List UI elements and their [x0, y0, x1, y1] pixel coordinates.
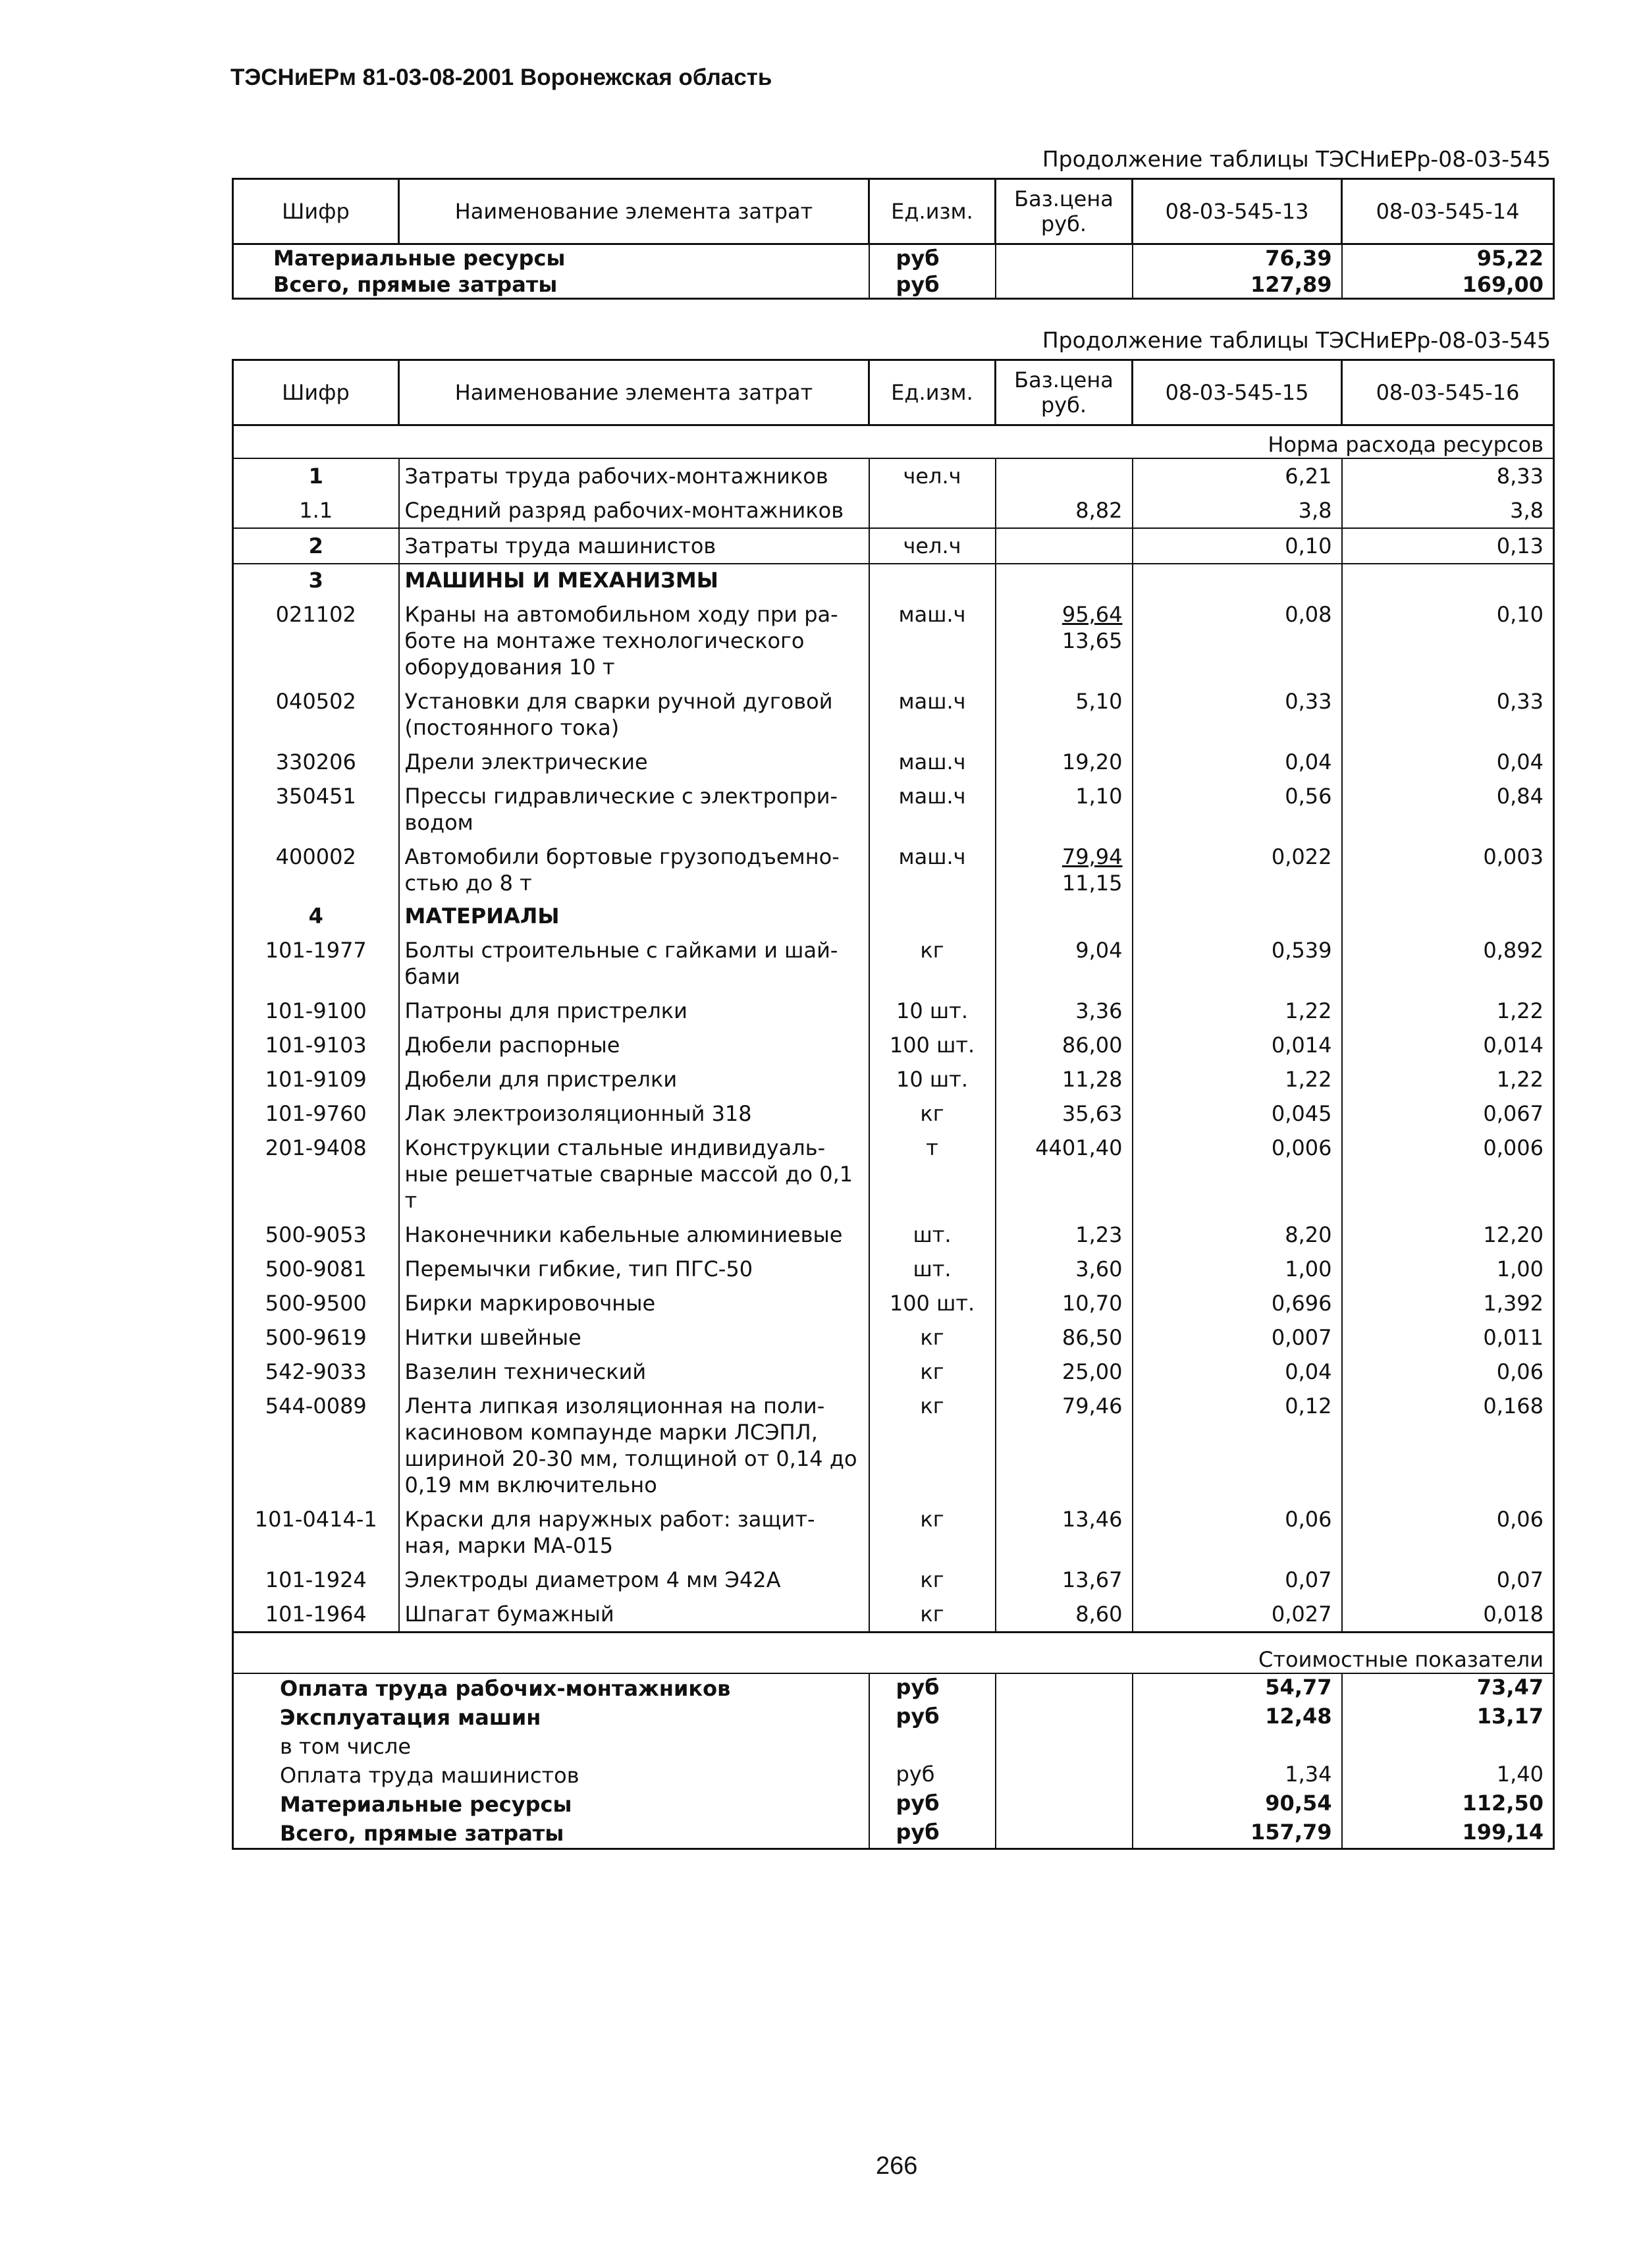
norm-value-16: 0,06 — [1342, 1502, 1554, 1563]
resource-unit: т — [869, 1131, 996, 1218]
cost-row — [233, 1819, 1554, 1849]
norm-value-15: 0,007 — [1133, 1320, 1342, 1355]
summary-row — [233, 244, 1554, 272]
cost-value-16: 112,50 — [1342, 1790, 1554, 1819]
resource-unit: чел.ч — [869, 458, 996, 493]
resource-name: Конструкции стальные индивидуаль-ные решетчатые сварные массой до 0,1 т — [399, 1131, 869, 1218]
resource-row — [233, 597, 1554, 684]
resource-row — [233, 1028, 1554, 1062]
cost-row-price — [996, 1790, 1133, 1819]
cost-row-name: в том числе — [233, 1732, 869, 1761]
resource-unit: 10 шт. — [869, 994, 996, 1028]
cost-row-unit: руб — [869, 1819, 996, 1849]
table1-caption: Продолжение таблицы ТЭСНиЕРр-08-03-545 — [1042, 146, 1551, 172]
norm-value-15: 1,00 — [1133, 1252, 1342, 1286]
cost-row-name: Всего, прямые затраты — [233, 1819, 869, 1849]
resource-base-price — [996, 933, 1133, 994]
header-unit: Ед.изм. — [869, 360, 996, 425]
cost-row-name: Эксплуатация машин — [233, 1703, 869, 1732]
cost-row-unit: руб — [869, 1790, 996, 1819]
resource-row — [233, 1389, 1554, 1502]
cost-row-price — [996, 1819, 1133, 1849]
resource-base-price — [996, 900, 1133, 933]
resource-row — [233, 1062, 1554, 1096]
resource-code: 201-9408 — [233, 1131, 399, 1218]
resource-name: Дюбели распорные — [399, 1028, 869, 1062]
resource-name: Патроны для пристрелки — [399, 994, 869, 1028]
cost-value-15 — [1133, 1732, 1342, 1761]
base-price-value: 4401,40 — [1035, 1135, 1123, 1160]
summary-row-name: Всего, прямые затраты — [233, 271, 869, 299]
resource-code: 2 — [233, 528, 399, 564]
resource-code: 101-9100 — [233, 994, 399, 1028]
resource-row — [233, 1131, 1554, 1218]
base-price-value: 19,20 — [1061, 749, 1123, 774]
base-price-value: 9,04 — [1075, 938, 1123, 963]
norm-value-16: 8,33 — [1342, 458, 1554, 493]
resource-name: Электроды диаметром 4 мм Э42А — [399, 1563, 869, 1597]
norm-value-16: 0,018 — [1342, 1597, 1554, 1633]
header-col-14: 08-03-545-14 — [1342, 179, 1554, 244]
resource-code: 544-0089 — [233, 1389, 399, 1502]
header-base-price: Баз.цена руб. — [996, 360, 1133, 425]
header-col-13: 08-03-545-13 — [1133, 179, 1342, 244]
base-price-value: 8,60 — [1075, 1602, 1123, 1627]
section-cost-label: Стоимостные показатели — [233, 1633, 1554, 1674]
norm-value-16 — [1342, 900, 1554, 933]
resource-unit: маш.ч — [869, 597, 996, 684]
base-price-value: 13,46 — [1061, 1507, 1123, 1532]
cost-row-price — [996, 1673, 1133, 1703]
resource-code: 500-9500 — [233, 1286, 399, 1320]
document-title: ТЭСНиЕРм 81-03-08-2001 Воронежская область — [230, 65, 772, 90]
resource-unit: маш.ч — [869, 779, 996, 840]
resource-unit: кг — [869, 1320, 996, 1355]
resource-name: Дрели электрические — [399, 745, 869, 779]
cost-row-price — [996, 1703, 1133, 1732]
resource-code: 3 — [233, 564, 399, 597]
resource-row — [233, 1320, 1554, 1355]
resource-base-price — [996, 1502, 1133, 1563]
resource-base-price — [996, 1218, 1133, 1252]
resource-base-price — [996, 597, 1133, 684]
resource-row — [233, 1355, 1554, 1389]
resource-code: 500-9619 — [233, 1320, 399, 1355]
resource-name: Нитки швейные — [399, 1320, 869, 1355]
resource-row — [233, 458, 1554, 493]
resource-base-price — [996, 684, 1133, 745]
norm-value-16: 0,84 — [1342, 779, 1554, 840]
norm-value-15: 0,045 — [1133, 1096, 1342, 1131]
resource-name: Перемычки гибкие, тип ПГС-50 — [399, 1252, 869, 1286]
header-name: Наименование элемента затрат — [399, 360, 869, 425]
norm-value-16: 0,014 — [1342, 1028, 1554, 1062]
resource-name: Прессы гидравлические с электропри-водом — [399, 779, 869, 840]
base-price-value: 5,10 — [1075, 689, 1123, 714]
cost-row-unit — [869, 1732, 996, 1761]
cost-row-unit: руб — [869, 1761, 996, 1790]
table2-header-row — [233, 360, 1554, 425]
summary-row-value-13: 127,89 — [1133, 271, 1342, 299]
section-norm-label: Норма расхода ресурсов — [233, 425, 1554, 459]
resource-unit: шт. — [869, 1218, 996, 1252]
resource-row — [233, 1502, 1554, 1563]
resource-name: Наконечники кабельные алюминиевые — [399, 1218, 869, 1252]
header-code: Шифр — [233, 360, 399, 425]
base-price-value: 79,94 — [1061, 844, 1123, 869]
norm-value-15: 0,56 — [1133, 779, 1342, 840]
base-price-value: 3,36 — [1075, 998, 1123, 1023]
base-price-value: 79,46 — [1061, 1393, 1123, 1418]
summary-row-value-14: 95,22 — [1342, 244, 1554, 272]
cost-row-unit: руб — [869, 1673, 996, 1703]
resource-unit — [869, 900, 996, 933]
section-row-cost — [233, 1633, 1554, 1674]
base-price-value: 10,70 — [1061, 1291, 1123, 1316]
cost-value-16: 1,40 — [1342, 1761, 1554, 1790]
base-price-value: 25,00 — [1061, 1359, 1123, 1384]
resource-base-price — [996, 1062, 1133, 1096]
resource-row — [233, 994, 1554, 1028]
norm-value-15: 0,12 — [1133, 1389, 1342, 1502]
resource-name: Средний разряд рабочих-монтажников — [399, 493, 869, 528]
resource-unit: маш.ч — [869, 840, 996, 900]
summary-row-price — [996, 271, 1133, 299]
resource-row — [233, 745, 1554, 779]
base-price-value-secondary: 11,15 — [1061, 871, 1123, 896]
resource-unit: кг — [869, 1389, 996, 1502]
cost-row — [233, 1673, 1554, 1703]
norm-value-15: 0,06 — [1133, 1502, 1342, 1563]
resource-name: Болты строительные с гайками и шай-бами — [399, 933, 869, 994]
norm-value-16: 0,003 — [1342, 840, 1554, 900]
resource-unit: маш.ч — [869, 684, 996, 745]
resource-base-price — [996, 745, 1133, 779]
base-price-value: 13,67 — [1061, 1567, 1123, 1592]
resource-unit: кг — [869, 1563, 996, 1597]
resource-row — [233, 684, 1554, 745]
base-price-value: 11,28 — [1061, 1067, 1123, 1092]
norm-value-15 — [1133, 564, 1342, 597]
resource-unit: чел.ч — [869, 528, 996, 564]
resource-code: 101-1977 — [233, 933, 399, 994]
base-price-value: 1,23 — [1075, 1222, 1123, 1247]
norm-value-15: 1,22 — [1133, 1062, 1342, 1096]
resource-base-price — [996, 1131, 1133, 1218]
norm-value-16: 0,04 — [1342, 745, 1554, 779]
resource-row — [233, 528, 1554, 564]
norm-value-16: 0,006 — [1342, 1131, 1554, 1218]
cost-value-16: 13,17 — [1342, 1703, 1554, 1732]
summary-row-value-14: 169,00 — [1342, 271, 1554, 299]
section-row-norm — [233, 425, 1554, 459]
resource-row — [233, 840, 1554, 900]
resource-base-price — [996, 1320, 1133, 1355]
header-col-16: 08-03-545-16 — [1342, 360, 1554, 425]
norm-value-15 — [1133, 900, 1342, 933]
resource-row — [233, 1096, 1554, 1131]
cost-value-15: 1,34 — [1133, 1761, 1342, 1790]
cost-row-name: Оплата труда рабочих-монтажников — [233, 1673, 869, 1703]
resource-code: 500-9053 — [233, 1218, 399, 1252]
norm-value-15: 0,696 — [1133, 1286, 1342, 1320]
resource-row — [233, 1597, 1554, 1633]
cost-value-15: 54,77 — [1133, 1673, 1342, 1703]
table2-caption: Продолжение таблицы ТЭСНиЕРр-08-03-545 — [1042, 327, 1551, 353]
norm-value-16: 0,067 — [1342, 1096, 1554, 1131]
cost-value-15: 157,79 — [1133, 1819, 1342, 1849]
norm-value-16: 0,13 — [1342, 528, 1554, 564]
resource-row — [233, 1218, 1554, 1252]
table-resources-15-16 — [232, 359, 1555, 1850]
norm-value-16: 0,011 — [1342, 1320, 1554, 1355]
norm-value-16: 1,22 — [1342, 1062, 1554, 1096]
cost-row-name: Оплата труда машинистов — [233, 1761, 869, 1790]
cost-row — [233, 1761, 1554, 1790]
resource-code: 4 — [233, 900, 399, 933]
resource-row — [233, 1286, 1554, 1320]
resource-row — [233, 1563, 1554, 1597]
resource-code: 101-9103 — [233, 1028, 399, 1062]
summary-row-price — [996, 244, 1133, 272]
resource-unit: 100 шт. — [869, 1028, 996, 1062]
resource-base-price — [996, 1355, 1133, 1389]
norm-value-15: 0,022 — [1133, 840, 1342, 900]
base-price-value: 35,63 — [1061, 1101, 1123, 1126]
norm-value-16: 3,8 — [1342, 493, 1554, 528]
resource-unit: кг — [869, 933, 996, 994]
cost-row — [233, 1790, 1554, 1819]
norm-value-16: 12,20 — [1342, 1218, 1554, 1252]
resource-name: Краски для наружных работ: защит-ная, марки МА-015 — [399, 1502, 869, 1563]
resource-unit: 10 шт. — [869, 1062, 996, 1096]
resource-base-price — [996, 1597, 1133, 1633]
resource-unit: кг — [869, 1096, 996, 1131]
norm-value-16: 0,892 — [1342, 933, 1554, 994]
summary-row-unit: руб — [869, 271, 996, 299]
norm-value-16: 1,392 — [1342, 1286, 1554, 1320]
resource-row — [233, 779, 1554, 840]
norm-value-16: 0,06 — [1342, 1355, 1554, 1389]
norm-value-15: 0,014 — [1133, 1028, 1342, 1062]
resource-base-price — [996, 493, 1133, 528]
resource-base-price — [996, 994, 1133, 1028]
cost-row-price — [996, 1761, 1133, 1790]
resource-code: 330206 — [233, 745, 399, 779]
header-base-price: Баз.цена руб. — [996, 179, 1133, 244]
header-unit: Ед.изм. — [869, 179, 996, 244]
norm-value-15: 0,07 — [1133, 1563, 1342, 1597]
base-price-value: 95,64 — [1061, 602, 1123, 627]
resource-code: 500-9081 — [233, 1252, 399, 1286]
resource-unit: кг — [869, 1355, 996, 1389]
resource-base-price — [996, 1389, 1133, 1502]
resource-code: 542-9033 — [233, 1355, 399, 1389]
norm-value-16: 0,10 — [1342, 597, 1554, 684]
cost-row — [233, 1732, 1554, 1761]
cost-value-16: 73,47 — [1342, 1673, 1554, 1703]
resource-base-price — [996, 1563, 1133, 1597]
cost-row — [233, 1703, 1554, 1732]
base-price-value: 86,50 — [1061, 1325, 1123, 1350]
header-col-15: 08-03-545-15 — [1133, 360, 1342, 425]
base-price-value: 86,00 — [1061, 1033, 1123, 1058]
resource-name: Лента липкая изоляционная на поли-касиновом компаунде марки ЛСЭПЛ, шириной 20-30 мм, толщиной от 0,14 до 0,19 мм включительно — [399, 1389, 869, 1502]
resource-row — [233, 900, 1554, 933]
norm-value-16: 0,168 — [1342, 1389, 1554, 1502]
resource-name: МАШИНЫ И МЕХАНИЗМЫ — [399, 564, 869, 597]
cost-value-15: 90,54 — [1133, 1790, 1342, 1819]
resource-name: Вазелин технический — [399, 1355, 869, 1389]
summary-row-unit: руб — [869, 244, 996, 272]
resource-unit — [869, 564, 996, 597]
resource-base-price — [996, 1096, 1133, 1131]
norm-value-15: 0,539 — [1133, 933, 1342, 994]
resource-base-price — [996, 1286, 1133, 1320]
resource-row — [233, 493, 1554, 528]
resource-unit: маш.ч — [869, 745, 996, 779]
resource-code: 1.1 — [233, 493, 399, 528]
norm-value-16 — [1342, 564, 1554, 597]
resource-name: Бирки маркировочные — [399, 1286, 869, 1320]
resource-base-price — [996, 458, 1133, 493]
norm-value-15: 0,08 — [1133, 597, 1342, 684]
resource-unit — [869, 493, 996, 528]
resource-code: 101-0414-1 — [233, 1502, 399, 1563]
resource-name: МАТЕРИАЛЫ — [399, 900, 869, 933]
base-price-value: 3,60 — [1075, 1256, 1123, 1282]
cost-row-unit: руб — [869, 1703, 996, 1732]
norm-value-15: 6,21 — [1133, 458, 1342, 493]
cost-value-16: 199,14 — [1342, 1819, 1554, 1849]
resource-code: 1 — [233, 458, 399, 493]
page-number: 266 — [876, 2152, 918, 2180]
resource-code: 101-1964 — [233, 1597, 399, 1633]
resource-unit: кг — [869, 1502, 996, 1563]
header-code: Шифр — [233, 179, 399, 244]
norm-value-16: 0,33 — [1342, 684, 1554, 745]
resource-row — [233, 564, 1554, 597]
resource-base-price — [996, 528, 1133, 564]
norm-value-15: 0,006 — [1133, 1131, 1342, 1218]
norm-value-16: 0,07 — [1342, 1563, 1554, 1597]
resource-name: Затраты труда рабочих-монтажников — [399, 458, 869, 493]
norm-value-15: 0,027 — [1133, 1597, 1342, 1633]
resource-name: Затраты труда машинистов — [399, 528, 869, 564]
resource-name: Шпагат бумажный — [399, 1597, 869, 1633]
cost-value-15: 12,48 — [1133, 1703, 1342, 1732]
summary-row — [233, 271, 1554, 299]
table-summary-13-14 — [232, 178, 1555, 300]
resource-base-price — [996, 779, 1133, 840]
resource-base-price — [996, 1028, 1133, 1062]
summary-row-value-13: 76,39 — [1133, 244, 1342, 272]
norm-value-15: 3,8 — [1133, 493, 1342, 528]
resource-code: 040502 — [233, 684, 399, 745]
resource-code: 400002 — [233, 840, 399, 900]
resource-name: Дюбели для пристрелки — [399, 1062, 869, 1096]
norm-value-15: 0,10 — [1133, 528, 1342, 564]
resource-row — [233, 1252, 1554, 1286]
base-price-value: 8,82 — [1075, 498, 1123, 523]
resource-unit: шт. — [869, 1252, 996, 1286]
resource-name: Краны на автомобильном ходу при ра-боте на монтаже технологического оборудования 10 т — [399, 597, 869, 684]
resource-code: 101-9109 — [233, 1062, 399, 1096]
resource-base-price — [996, 840, 1133, 900]
cost-row-name: Материальные ресурсы — [233, 1790, 869, 1819]
resource-code: 101-9760 — [233, 1096, 399, 1131]
summary-row-name: Материальные ресурсы — [233, 244, 869, 272]
norm-value-15: 0,33 — [1133, 684, 1342, 745]
resource-name: Установки для сварки ручной дуговой (постоянного тока) — [399, 684, 869, 745]
resource-row — [233, 933, 1554, 994]
cost-row-price — [996, 1732, 1133, 1761]
resource-code: 021102 — [233, 597, 399, 684]
norm-value-16: 1,00 — [1342, 1252, 1554, 1286]
base-price-value: 1,10 — [1075, 784, 1123, 809]
resource-unit: кг — [869, 1597, 996, 1633]
resource-unit: 100 шт. — [869, 1286, 996, 1320]
norm-value-15: 8,20 — [1133, 1218, 1342, 1252]
resource-code: 101-1924 — [233, 1563, 399, 1597]
norm-value-15: 0,04 — [1133, 1355, 1342, 1389]
resource-base-price — [996, 564, 1133, 597]
resource-base-price — [996, 1252, 1133, 1286]
base-price-value-secondary: 13,65 — [1061, 628, 1123, 653]
norm-value-15: 1,22 — [1133, 994, 1342, 1028]
norm-value-15: 0,04 — [1133, 745, 1342, 779]
header-name: Наименование элемента затрат — [399, 179, 869, 244]
cost-value-16 — [1342, 1732, 1554, 1761]
norm-value-16: 1,22 — [1342, 994, 1554, 1028]
resource-name: Автомобили бортовые грузоподъемно-стью до 8 т — [399, 840, 869, 900]
resource-code: 350451 — [233, 779, 399, 840]
resource-name: Лак электроизоляционный 318 — [399, 1096, 869, 1131]
table1-header-row — [233, 179, 1554, 244]
